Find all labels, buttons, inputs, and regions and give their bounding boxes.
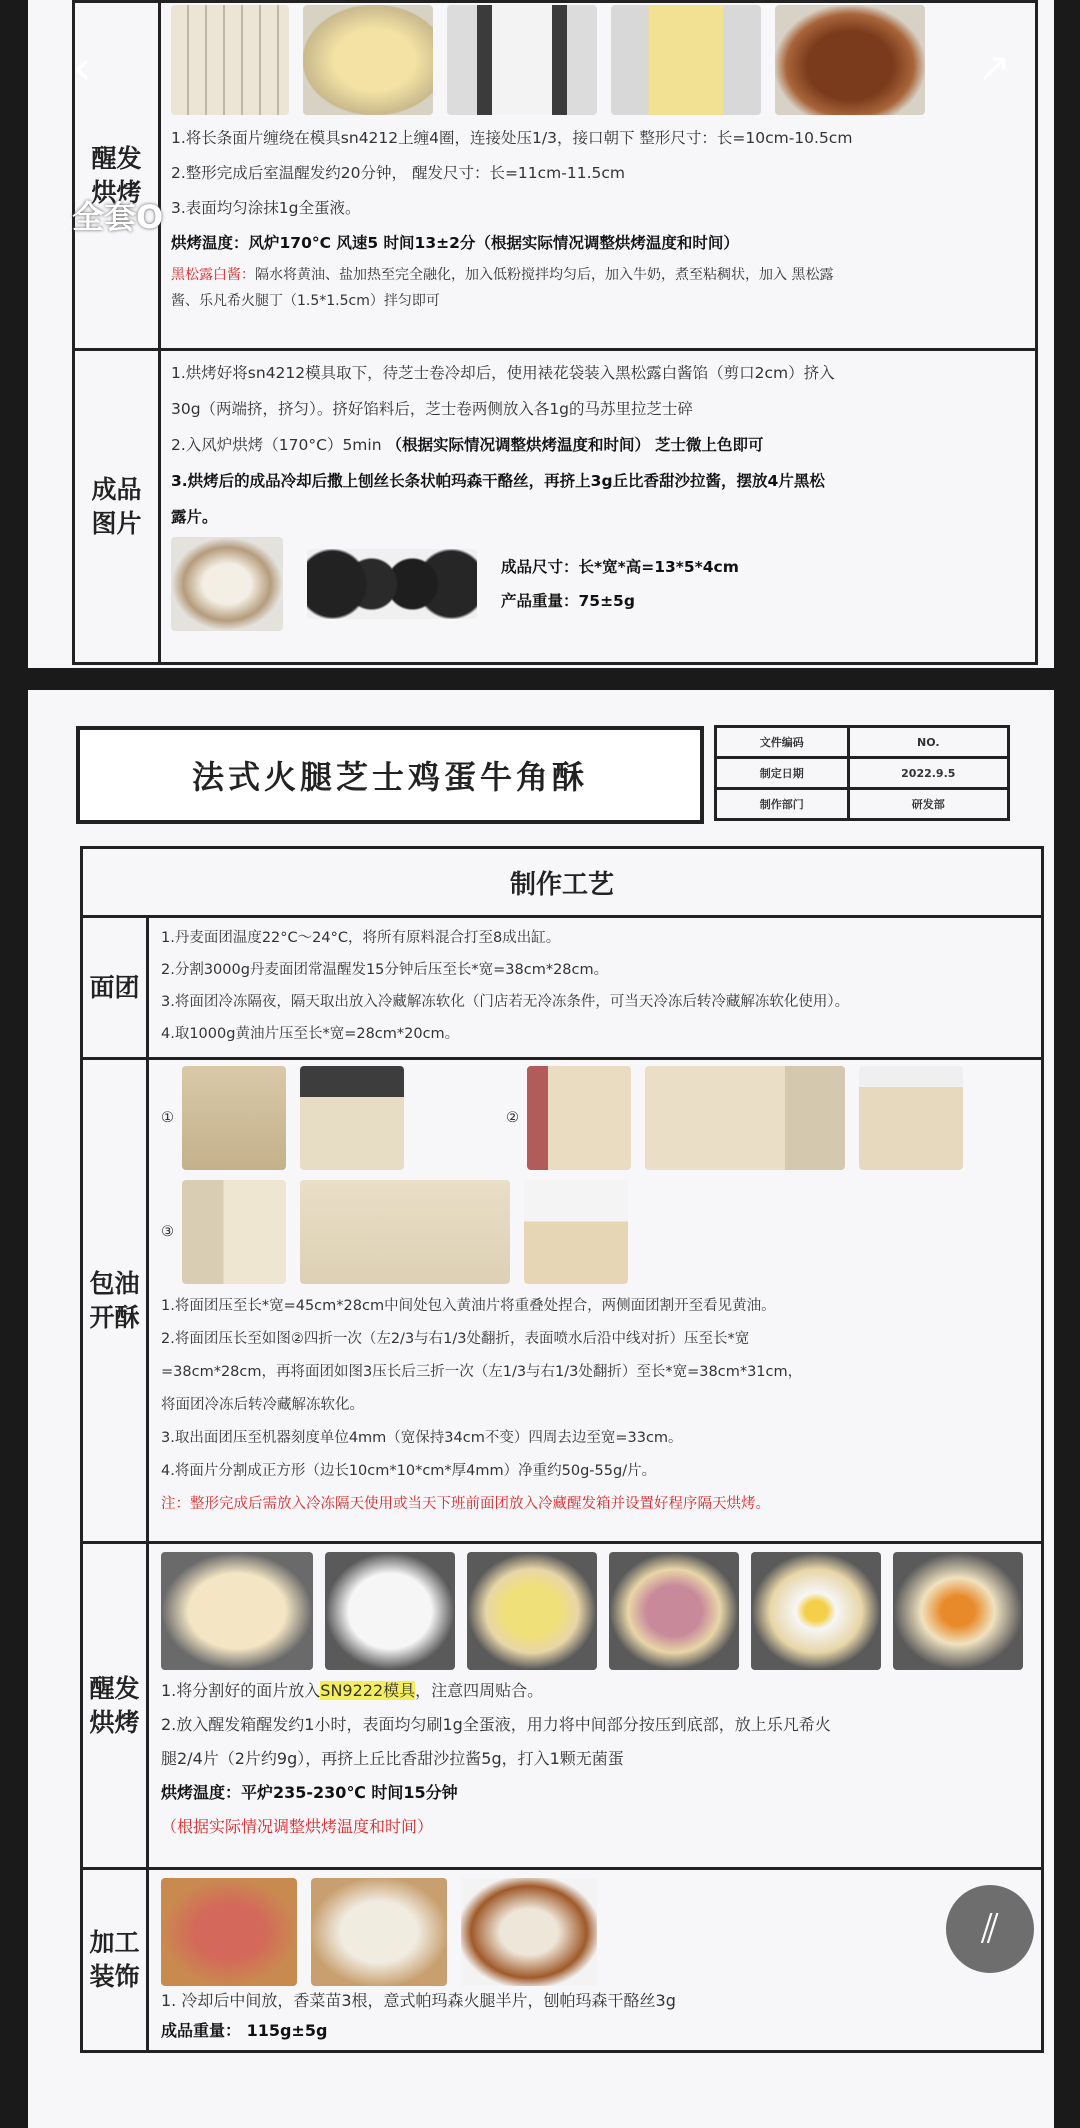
photo-proof-4 — [609, 1552, 739, 1670]
share-external-icon: ↗ — [977, 45, 1011, 91]
sauce-text: 隔水将黄油、盐加热至完全融化，加入低粉搅拌均匀后，加入牛奶，煮至粘稠状，加入 黑松露 — [255, 267, 834, 283]
photo-dough-strips — [171, 5, 289, 115]
proof-line-2: 2.整形完成后室温醒发约20分钟， 醒发尺寸：长=11cm-11.5cm — [171, 164, 625, 182]
decoration-photos — [161, 1878, 1029, 1986]
proof2-pre: 1.将分割好的面片放入 — [161, 1681, 321, 1700]
lamination-note: 注：整形完成后需放入冷冻隔天使用或当天下班前面团放入冷藏醒发箱并设置好程序隔天烘烤。 — [161, 1496, 770, 1512]
step-mark-1: ① — [161, 1109, 174, 1126]
category-dough: 面团 — [82, 917, 148, 1059]
finished-cell — [160, 350, 1037, 664]
proof2-line-1 — [161, 1674, 1029, 1708]
oven-text: 2.入风炉烘烤（170°C）5min — [171, 436, 382, 454]
finish-bold-line: 3.烘烤后的成品冷却后撒上刨丝长条状帕玛森干酪丝，再挤上3g丘比香甜沙拉酱，摆放4片黑松 — [171, 472, 825, 490]
photo-proof-5 — [751, 1552, 881, 1670]
back-button[interactable] — [52, 38, 112, 98]
finished-row — [171, 537, 1025, 631]
bake-note-2: （根据实际情况调整烘烤温度和时间） — [161, 1817, 434, 1836]
lamination-line-5: 3.取出面团压至机器刻度单位4mm（宽保持34cm不变）四周去边至宽=33cm。 — [161, 1430, 683, 1446]
recipe-title: 法式火腿芝士鸡蛋牛角酥 — [76, 726, 704, 824]
category-proof-bake: 醒发 烘烤 — [74, 2, 160, 350]
chevron-left-icon: ‹ — [72, 40, 92, 96]
meta-value: 研发部 — [848, 789, 1008, 820]
photo-deco-2 — [311, 1878, 447, 1986]
photo-dough-roll — [611, 5, 761, 115]
category-lamination: 包油 开酥 — [82, 1059, 148, 1543]
photo-mold-wrap — [447, 5, 597, 115]
proof2-line-3: 腿2/4片（2片约9g），再挤上丘比香甜沙拉酱5g，打入1颗无菌蛋 — [161, 1749, 624, 1768]
lamination-cell — [148, 1059, 1043, 1543]
dough-line-3: 3.将面团冷冻隔夜，隔天取出放入冷藏解冻软化（门店若无冷冻条件，可当天冷冻后转冷藏解冻软化使用）。 — [161, 994, 850, 1010]
photo-truffle-slices — [307, 549, 477, 619]
recipe-table-1 — [72, 0, 1038, 665]
finish-line-2: 30g（两端挤，挤匀）。挤好馅料后，芝士卷两侧放入各1g的马苏里拉芝士碎 — [171, 400, 694, 418]
oven-line — [171, 427, 1025, 463]
photo-proof-1 — [161, 1552, 313, 1670]
proof-line-3: 3.表面均匀涂抹1g全蛋液。 — [171, 199, 361, 217]
step-mark-2: ② — [506, 1109, 519, 1126]
photo-lamination-7 — [300, 1180, 510, 1284]
dough-cell — [148, 917, 1043, 1059]
bake-temp-2: 烘烤温度：平炉235-230℃ 时间15分钟 — [161, 1783, 458, 1802]
photo-lamination-2 — [300, 1066, 404, 1170]
photo-proof-3 — [467, 1552, 597, 1670]
meta-value: 2022.9.5 — [848, 758, 1008, 789]
sauce-line-2: 酱、乐凡希火腿丁（1.5*1.5cm）拌匀即可 — [171, 293, 440, 309]
bake-note: （根据实际情况调整烘烤温度和时间） — [475, 234, 739, 252]
photo-lamination-3 — [527, 1066, 631, 1170]
lamination-photos-row-1 — [161, 1066, 1029, 1170]
photo-lamination-4 — [645, 1066, 845, 1170]
proof-bake-cell-2 — [148, 1543, 1043, 1869]
proof-photos — [171, 5, 1025, 115]
photo-proof-2 — [325, 1552, 455, 1670]
finish-bold-line-2: 露片。 — [171, 508, 218, 526]
proof-photos-2 — [161, 1552, 1029, 1670]
photo-proof-6 — [893, 1552, 1023, 1670]
sauce-title: 黑松露白酱： — [171, 267, 255, 283]
oven-note: （根据实际情况调整烘烤温度和时间） — [386, 436, 650, 454]
meta-label: 文件编码 — [716, 727, 849, 758]
sauce-line — [171, 261, 1025, 289]
photo-deco-3 — [461, 1878, 597, 1986]
meta-label: 制作部门 — [716, 789, 849, 820]
lamination-line-1: 1.将面团压至长*宽=45cm*28cm中间处包入黄油片将重叠处捏合，两侧面团割开至看见黄油。 — [161, 1298, 776, 1314]
lamination-photos-row-2 — [161, 1180, 1029, 1284]
dough-line-1: 1.丹麦面团温度22°C～24°C，将所有原料混合打至8成出缸。 — [161, 930, 561, 946]
share-button[interactable] — [964, 38, 1024, 98]
category-decoration: 加工 装饰 — [82, 1869, 148, 2052]
proof2-line-2: 2.放入醒发箱醒发约1小时，表面均匀刷1g全蛋液，用力将中间部分按压到底部，放上乐凡希火 — [161, 1715, 831, 1734]
finished-size: 成品尺寸：长*宽*高=13*5*4cm — [501, 558, 739, 576]
recipe-sheet-2 — [28, 690, 1054, 2128]
decoration-weight: 成品重量： 115g±5g — [161, 2021, 328, 2040]
proof2-post: ，注意四周贴合。 — [415, 1681, 544, 1700]
recipe-sheet-1 — [28, 0, 1054, 668]
crop-icon: ⫽ — [981, 1906, 999, 1952]
meta-label: 制定日期 — [716, 758, 849, 789]
finished-weight: 产品重量：75±5g — [501, 592, 635, 610]
finish-line-1: 1.烘烤好将sn4212模具取下，待芝士卷冷却后，使用裱花袋装入黑松露白酱馅（剪口2cm）挤入 — [171, 364, 835, 382]
watermark-text: 全套O — [72, 198, 164, 236]
lamination-line-4: 将面团冷冻后转冷藏解冻软化。 — [161, 1397, 364, 1413]
process-header: 制作工艺 — [82, 848, 1043, 917]
photo-lamination-5 — [859, 1066, 963, 1170]
photo-lamination-6 — [182, 1180, 286, 1284]
decoration-cell — [148, 1869, 1043, 2052]
meta-value: NO. — [848, 727, 1008, 758]
lamination-line-3: =38cm*28cm，再将面团如图3压长后三折一次（左1/3与右1/3处翻折）至长*宽=38cm*31cm， — [161, 1364, 803, 1380]
photo-dough-sheet — [303, 5, 433, 115]
document-meta-table — [714, 725, 1010, 821]
crop-button[interactable] — [946, 1885, 1034, 1973]
category-finished: 成品 图片 — [74, 350, 160, 664]
lamination-line-6: 4.将面片分割成正方形（边长10cm*10*cm*厚4mm）净重约50g-55g/片。 — [161, 1463, 657, 1479]
proof-line-1: 1.将长条面片缠绕在模具sn4212上缠4圈，连接处压1/3，接口朝下 整形尺寸：长=10cm-10.5cm — [171, 129, 853, 147]
dough-line-2: 2.分割3000g丹麦面团常温醒发15分钟后压至长*宽=38cm*28cm。 — [161, 962, 609, 978]
lamination-line-2: 2.将面团压长至如图②四折一次（左2/3与右1/3处翻折，表面喷水后沿中线对折）压至长*宽 — [161, 1331, 750, 1347]
photo-lamination-8 — [524, 1180, 628, 1284]
finished-specs — [501, 550, 739, 618]
bake-temp — [171, 226, 1025, 261]
photo-finished-roll — [171, 537, 283, 631]
decoration-line: 1. 冷却后中间放，香菜苗3根，意式帕玛森火腿半片，刨帕玛森干酪丝3g — [161, 1991, 676, 2010]
bake-label: 烘烤温度：风炉170°C 风速5 时间13±2分 — [171, 234, 476, 252]
photo-deco-1 — [161, 1878, 297, 1986]
recipe-table-2 — [80, 846, 1044, 2053]
photo-lamination-1 — [182, 1066, 286, 1170]
mold-highlight: SN9222模具 — [320, 1681, 416, 1700]
category-proof-bake-2: 醒发 烘烤 — [82, 1543, 148, 1869]
oven-tail: 芝士微上色即可 — [654, 436, 764, 454]
proof-bake-cell — [160, 2, 1037, 350]
step-mark-3: ③ — [161, 1223, 174, 1240]
photo-baked-roll — [775, 5, 925, 115]
dough-line-4: 4.取1000g黄油片压至长*宽=28cm*20cm。 — [161, 1026, 460, 1042]
